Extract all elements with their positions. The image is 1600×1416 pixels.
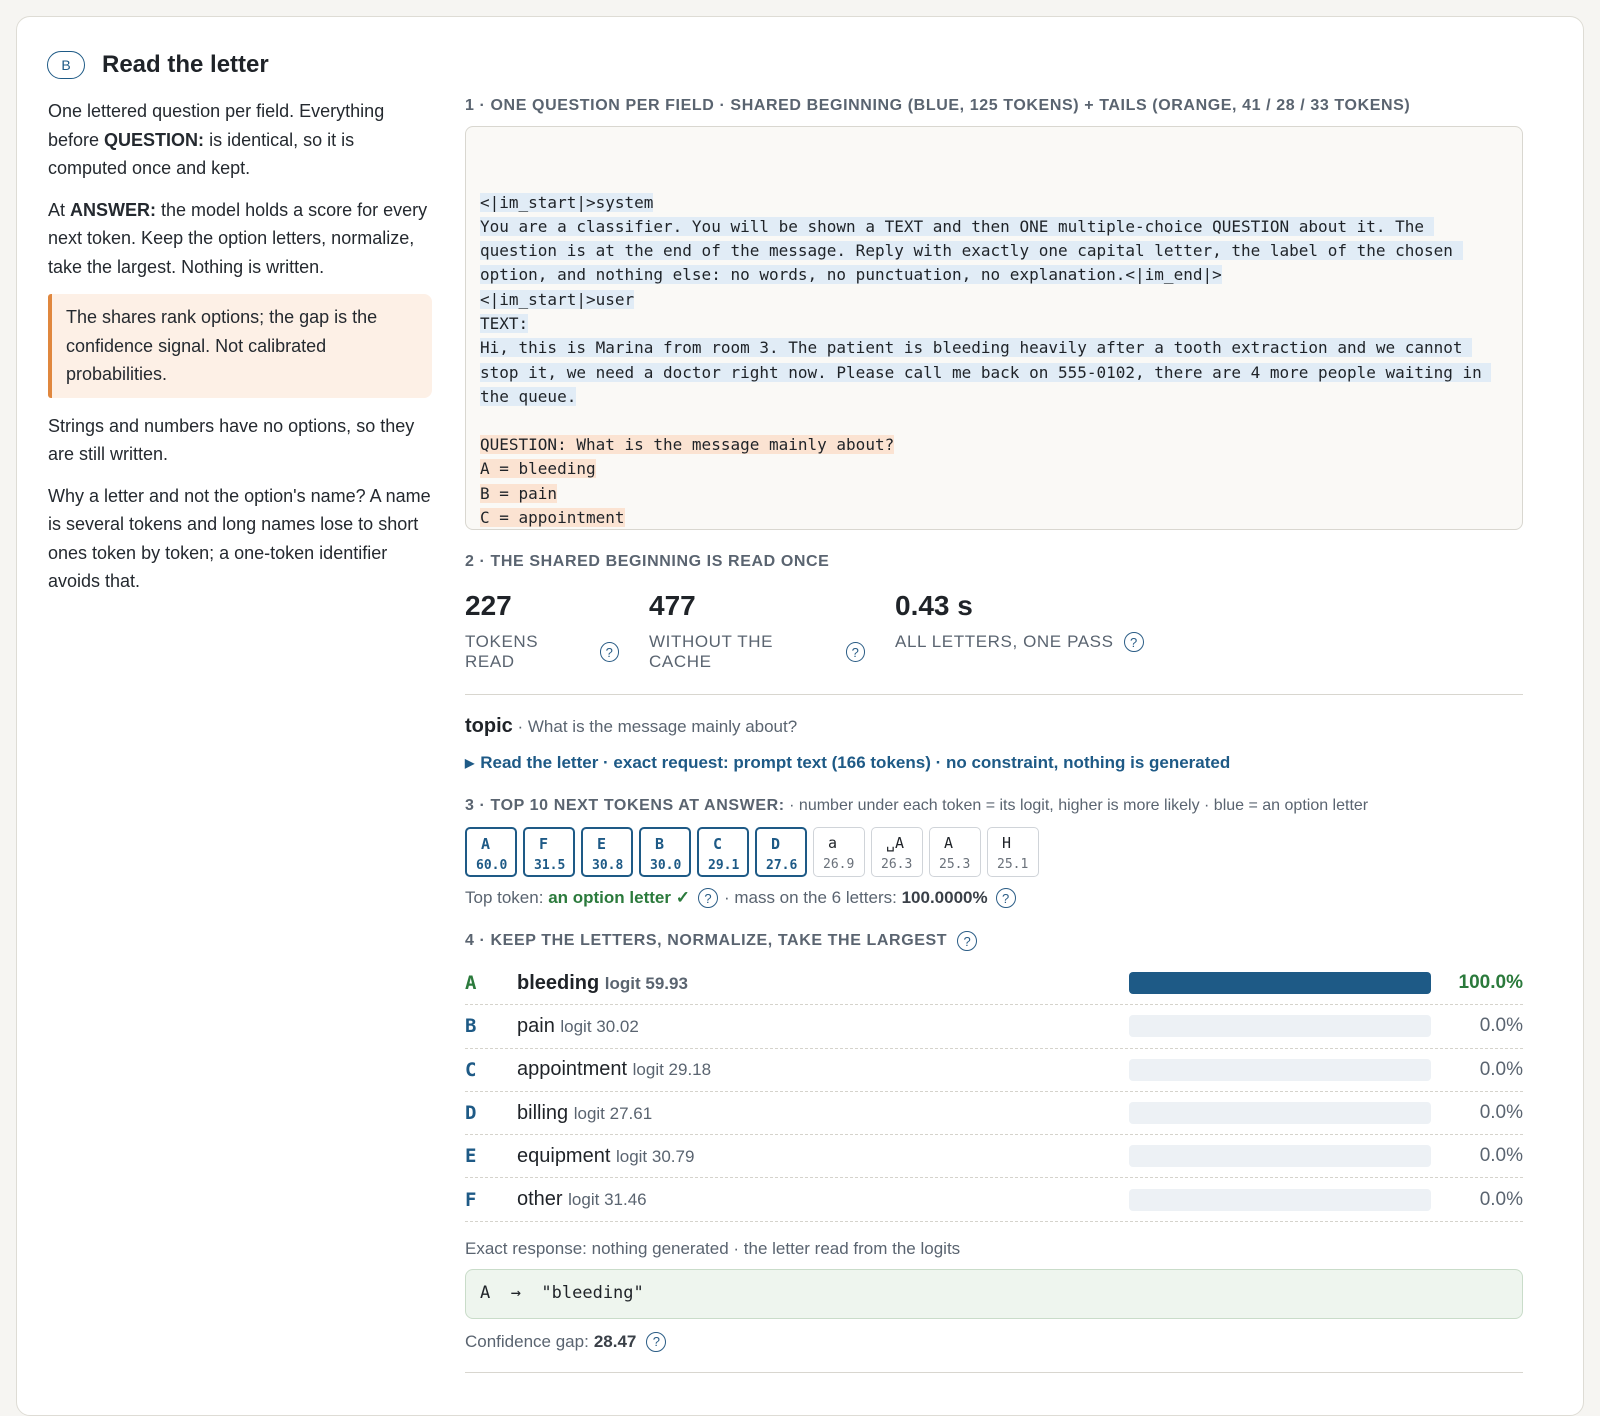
prompt-box xyxy=(465,126,1523,530)
top-token-summary: Top token: an option letter ✓ ? · mass on the 6 letters: 100.0000% ? xyxy=(465,888,1523,908)
option-logit: logit 27.61 xyxy=(573,1103,653,1123)
tail-prompt xyxy=(480,433,894,530)
stat-without-cache: 477 WITHOUT THE CACHE ? xyxy=(649,589,865,672)
option-letter-token xyxy=(697,827,749,877)
section-badge: B xyxy=(47,51,85,79)
option-name: billing logit 27.61 xyxy=(517,1101,653,1124)
token-text: E xyxy=(597,835,607,853)
option-letter: A xyxy=(465,972,477,995)
share-bar xyxy=(1129,1145,1431,1167)
option-letter: C xyxy=(465,1058,477,1081)
explanation-p3: Strings and numbers have no options, so they are still written. xyxy=(48,415,415,464)
token-logit: 29.1 xyxy=(708,858,740,873)
main-column xyxy=(465,97,1523,1373)
option-row xyxy=(465,1135,1523,1178)
option-share: 0.0% xyxy=(1479,1188,1523,1210)
cache-stats xyxy=(465,589,1523,672)
help-icon[interactable]: ? xyxy=(957,931,977,951)
step3-heading: 3 · TOP 10 NEXT TOKENS AT ANSWER: · number under each token = its logit, higher is more likely · blue = an option letter xyxy=(465,797,1369,814)
triangle-right-icon: ▶ xyxy=(465,756,475,770)
prompt-line: option, and nothing else: no words, no punctuation, no explanation.<|im_end|> xyxy=(480,265,1222,285)
option-row xyxy=(465,1005,1523,1048)
help-icon[interactable]: ? xyxy=(996,888,1016,908)
option-letter: F xyxy=(465,1188,477,1211)
option-name: appointment logit 29.18 xyxy=(517,1058,712,1081)
token-logit: 30.8 xyxy=(592,858,624,873)
option-letter: D xyxy=(465,1102,477,1125)
confidence-callout: The shares rank options; the gap is the confidence signal. Not calibrated probabilities. xyxy=(48,294,432,398)
response-label: Exact response: nothing generated · the letter read from the logits xyxy=(465,1238,961,1258)
option-row xyxy=(465,1092,1523,1135)
option-logit: logit 29.18 xyxy=(632,1060,712,1080)
option-name: pain logit 30.02 xyxy=(517,1014,639,1037)
token-logit: 26.9 xyxy=(823,857,855,872)
help-icon[interactable]: ? xyxy=(698,888,718,908)
prompt-line: Hi, this is Marina from room 3. The patient is bleeding heavily after a tooth extraction and we cannot xyxy=(480,338,1473,358)
explanation-p1: One lettered question per field. Everything before QUESTION: is identical, so it is computed once and kept. xyxy=(48,101,385,178)
explanation-column xyxy=(48,97,432,609)
token-text: A xyxy=(481,835,491,853)
prompt-tail-line: A = bleeding xyxy=(480,459,596,479)
option-share: 0.0% xyxy=(1479,1102,1523,1124)
prompt-line: the queue. xyxy=(480,386,577,406)
token-logit: 31.5 xyxy=(534,858,566,873)
token-text: H xyxy=(1002,834,1012,852)
option-row xyxy=(465,962,1523,1005)
share-bar xyxy=(1129,1059,1431,1081)
option-letter-token xyxy=(523,827,575,877)
step4-heading: 4 · KEEP THE LETTERS, NORMALIZE, TAKE THE LARGEST ? xyxy=(465,931,1523,951)
option-letter: B xyxy=(465,1015,477,1038)
option-logit: logit 30.79 xyxy=(615,1146,695,1166)
prompt-line: TEXT: xyxy=(480,314,529,334)
token-text: C xyxy=(713,835,723,853)
help-icon[interactable]: ? xyxy=(600,642,619,662)
help-icon[interactable]: ? xyxy=(1124,632,1144,652)
token-text: B xyxy=(655,835,665,853)
token-text: F xyxy=(539,835,549,853)
share-bar-fill xyxy=(1129,972,1431,994)
option-letter-token xyxy=(755,827,807,877)
prompt-line: <|im_start|>system xyxy=(480,192,654,212)
stat-tokens-read: 227 TOKENS READ ? xyxy=(465,589,619,672)
option-letter: E xyxy=(465,1145,477,1168)
share-bar xyxy=(1129,1102,1431,1124)
option-name: bleeding logit 59.93 xyxy=(517,971,688,994)
option-share: 100.0% xyxy=(1458,972,1523,994)
token-chip xyxy=(813,827,865,877)
option-letter-token xyxy=(581,827,633,877)
request-details-toggle[interactable]: ▶ Read the letter · exact request: prompt text (166 tokens) · no constraint, nothing is generated xyxy=(465,753,1231,772)
option-name: equipment logit 30.79 xyxy=(517,1144,695,1167)
token-text: D xyxy=(771,835,781,853)
option-row xyxy=(465,1049,1523,1092)
prompt-line: question is at the end of the message. Reply with exactly one capital letter, the label of the chosen xyxy=(480,241,1463,261)
divider xyxy=(465,694,1523,695)
token-logit: 60.0 xyxy=(476,858,508,873)
prompt-line: <|im_start|>user xyxy=(480,289,635,309)
token-chip xyxy=(929,827,981,877)
response-box: A → "bleeding" xyxy=(465,1269,1523,1319)
prompt-line: You are a classifier. You will be shown a TEXT and then ONE multiple-choice QUESTION about it. The xyxy=(480,216,1434,236)
option-name: other logit 31.46 xyxy=(517,1188,647,1211)
token-text: a xyxy=(828,834,838,852)
option-letter-token xyxy=(639,827,691,877)
option-logit: logit 30.02 xyxy=(560,1016,639,1036)
help-icon[interactable]: ? xyxy=(846,642,866,662)
prompt-tail-line: C = appointment xyxy=(480,507,625,527)
option-share: 0.0% xyxy=(1479,1058,1523,1080)
share-bar xyxy=(1129,972,1431,994)
field-name: topic xyxy=(465,715,513,737)
option-row xyxy=(465,1178,1523,1221)
divider xyxy=(465,1372,1523,1374)
prompt-line: stop it, we need a doctor right now. Please call me back on 555-0102, there are 4 more people waiting in xyxy=(480,362,1492,382)
section-card xyxy=(16,16,1584,1416)
step2-heading: 2 · THE SHARED BEGINNING IS READ ONCE xyxy=(465,553,830,570)
section-header xyxy=(47,51,269,79)
step1-heading: 1 · ONE QUESTION PER FIELD · SHARED BEGINNING (BLUE, 125 TOKENS) + TAILS (ORANGE, 41 / 28 / 33 TOKENS) xyxy=(465,97,1411,114)
option-scores xyxy=(465,962,1523,1222)
confidence-gap: Confidence gap: 28.47 ? xyxy=(465,1332,1523,1352)
token-text: A xyxy=(944,834,954,852)
token-logit: 25.1 xyxy=(997,857,1029,872)
option-logit: logit 59.93 xyxy=(604,973,688,993)
option-letter-token xyxy=(465,827,517,877)
shared-prompt xyxy=(480,191,1508,410)
option-share: 0.0% xyxy=(1479,1015,1523,1037)
token-logit: 26.3 xyxy=(881,857,913,872)
token-logit: 25.3 xyxy=(939,857,971,872)
prompt-tail-line: QUESTION: What is the message mainly about? xyxy=(480,435,895,454)
explanation-p4: Why a letter and not the option's name? A name is several tokens and long names lose to short ones token by token; a one-token identifier avoids that. xyxy=(48,485,431,591)
section-title: Read the letter xyxy=(102,51,269,78)
option-share: 0.0% xyxy=(1479,1145,1523,1167)
option-logit: logit 31.46 xyxy=(568,1190,647,1210)
stat-one-pass: 0.43 s ALL LETTERS, ONE PASS ? xyxy=(895,589,1144,672)
token-chip xyxy=(987,827,1039,877)
token-text: ␣A xyxy=(886,834,905,852)
token-logit: 27.6 xyxy=(766,858,798,873)
token-logit: 30.0 xyxy=(650,858,682,873)
share-bar xyxy=(1129,1015,1431,1037)
prompt-tail-line: B = pain xyxy=(480,483,558,503)
token-chip xyxy=(871,827,923,877)
top-tokens xyxy=(465,827,1523,877)
help-icon[interactable]: ? xyxy=(646,1332,666,1352)
field-line xyxy=(465,715,1523,738)
share-bar xyxy=(1129,1189,1431,1211)
explanation-p2: At ANSWER: the model holds a score for every next token. Keep the option letters, normalize, take the largest. Nothing is written. xyxy=(48,199,428,277)
field-question: · What is the message mainly about? xyxy=(512,717,798,736)
